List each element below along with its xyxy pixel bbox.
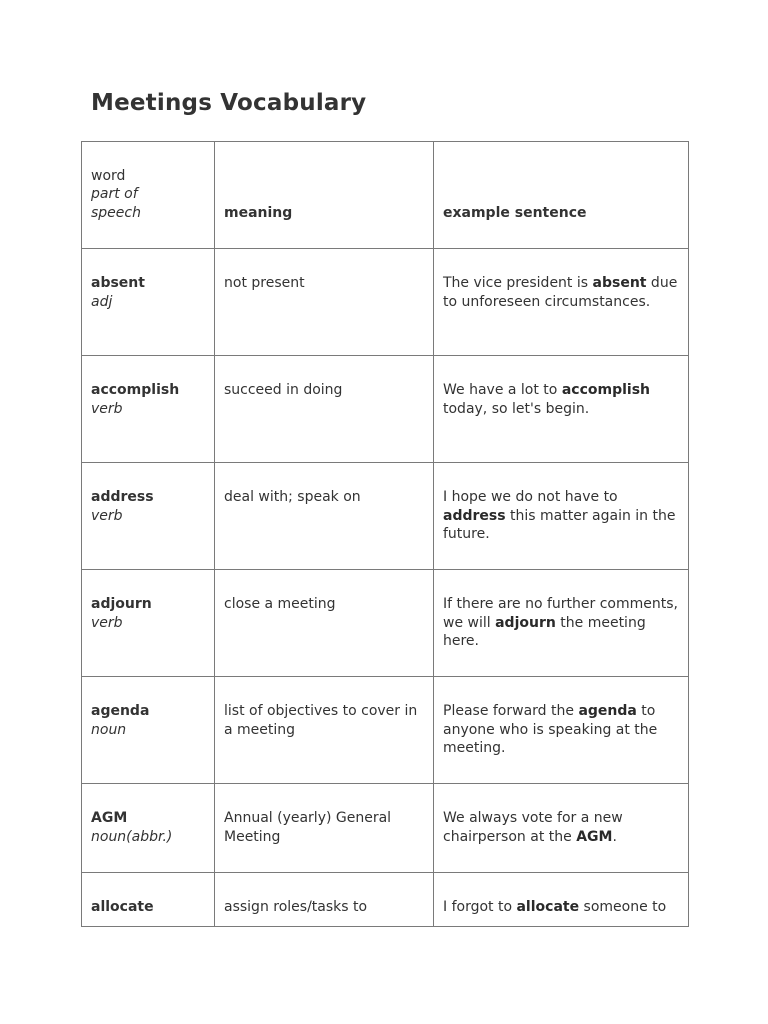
word-cell <box>82 463 215 570</box>
table-row <box>82 677 689 784</box>
table-row <box>82 356 689 463</box>
part-of-speech: noun(abbr.) <box>91 828 173 845</box>
vocabulary-table <box>81 141 689 927</box>
example-cell <box>434 873 689 927</box>
example-text: The vice president is <box>443 275 593 291</box>
header-word-cell <box>82 142 215 249</box>
word-cell <box>82 249 215 356</box>
example-text: today, so let's begin. <box>443 400 590 417</box>
example-cell <box>434 784 689 873</box>
meaning-cell: close a meeting <box>215 570 434 677</box>
example-cell <box>434 677 689 784</box>
vocab-word: accomplish <box>91 382 180 398</box>
example-text: this matter again in the future. <box>443 507 676 542</box>
example-keyword: allocate <box>516 899 580 915</box>
example-keyword: AGM <box>576 828 613 845</box>
part-of-speech: verb <box>91 400 123 417</box>
word-cell <box>82 570 215 677</box>
meaning-cell: deal with; speak on <box>215 463 434 570</box>
example-text: someone to <box>579 899 667 915</box>
vocab-word: agenda <box>91 703 150 719</box>
vocab-word: allocate <box>91 899 154 915</box>
vocab-word: absent <box>91 275 145 291</box>
example-cell <box>434 356 689 463</box>
header-example: example sentence <box>443 204 587 221</box>
example-cell <box>434 249 689 356</box>
meaning-cell: Annual (yearly) General Meeting <box>215 784 434 873</box>
table-row <box>82 570 689 677</box>
example-keyword: adjourn <box>495 614 556 631</box>
example-keyword: accomplish <box>561 382 650 398</box>
example-keyword: address <box>443 507 506 524</box>
example-text: . <box>612 828 617 845</box>
header-pos-line1: part of <box>91 186 138 202</box>
example-text: I hope we do not have to <box>443 489 618 505</box>
table-row <box>82 249 689 356</box>
example-keyword: agenda <box>578 703 637 719</box>
header-meaning-cell <box>215 142 434 249</box>
example-text: If there are no further comments, we will <box>443 596 678 631</box>
header-example-cell <box>434 142 689 249</box>
meaning-cell: not present <box>215 249 434 356</box>
table-row <box>82 873 689 927</box>
vocab-word: AGM <box>91 810 128 826</box>
meaning-cell: assign roles/tasks to <box>215 873 434 927</box>
example-text: Please forward the <box>443 703 579 719</box>
example-text: I forgot to <box>443 899 517 915</box>
word-cell <box>82 677 215 784</box>
part-of-speech: verb <box>91 507 123 524</box>
part-of-speech: verb <box>91 614 123 631</box>
page-title: Meetings Vocabulary <box>91 90 367 116</box>
example-cell <box>434 463 689 570</box>
word-cell <box>82 356 215 463</box>
table-row <box>82 463 689 570</box>
example-text: the meeting here. <box>443 614 646 649</box>
meaning-cell: succeed in doing <box>215 356 434 463</box>
word-cell <box>82 784 215 873</box>
part-of-speech: noun <box>91 721 127 738</box>
header-word: word <box>91 167 126 184</box>
table-row <box>82 784 689 873</box>
example-text: We have a lot to <box>443 382 562 398</box>
header-meaning: meaning <box>224 204 293 221</box>
vocab-word: address <box>91 489 154 505</box>
word-cell <box>82 873 215 927</box>
example-text: to anyone who is speaking at the meeting. <box>443 703 658 756</box>
example-keyword: absent <box>592 275 647 291</box>
header-pos-line2: speech <box>91 204 141 221</box>
part-of-speech: adj <box>91 293 113 310</box>
example-text: We always vote for a new chairperson at the <box>443 810 623 845</box>
vocab-word: adjourn <box>91 596 152 612</box>
table-header-row <box>82 142 689 249</box>
example-text: due to unforeseen circumstances. <box>443 275 678 310</box>
meaning-cell: list of objectives to cover in a meeting <box>215 677 434 784</box>
example-cell <box>434 570 689 677</box>
